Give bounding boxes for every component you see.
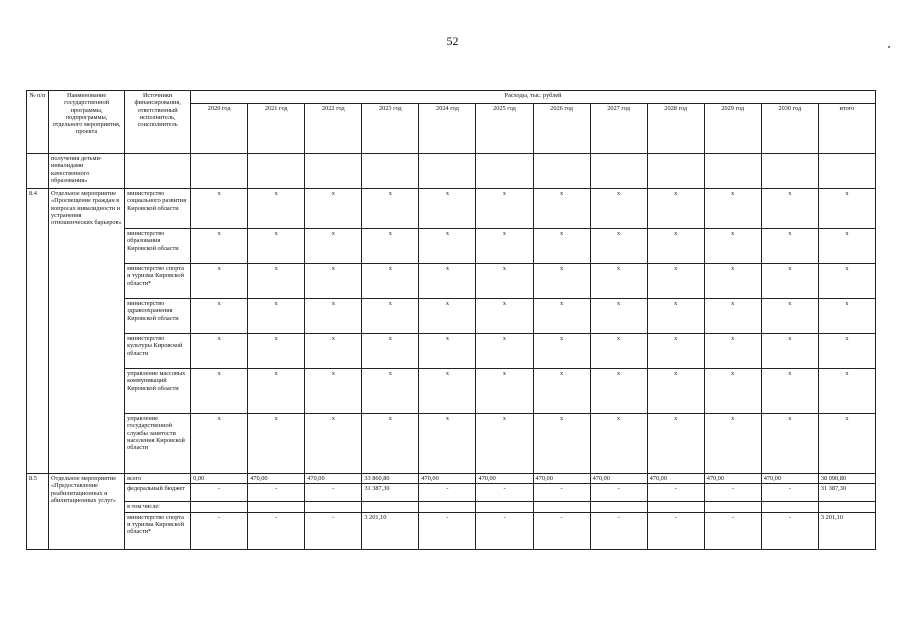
value-cell: x bbox=[248, 229, 305, 264]
header-year: 2028 год bbox=[647, 104, 704, 154]
empty-cell bbox=[761, 154, 818, 189]
empty-cell bbox=[125, 154, 191, 189]
table-row bbox=[27, 299, 876, 334]
value-cell bbox=[191, 502, 248, 512]
value-cell bbox=[647, 502, 704, 512]
value-cell: x bbox=[761, 299, 818, 334]
value-cell: 470,00 bbox=[761, 474, 818, 484]
value-cell: x bbox=[305, 369, 362, 414]
value-cell: x bbox=[818, 334, 875, 369]
value-cell: x bbox=[362, 264, 419, 299]
source-cell: министерство спорта и туризма Кировской области* bbox=[125, 512, 191, 549]
value-cell: x bbox=[476, 414, 533, 474]
value-cell: x bbox=[647, 334, 704, 369]
table-row bbox=[27, 484, 876, 502]
value-cell: x bbox=[647, 369, 704, 414]
value-cell: x bbox=[248, 334, 305, 369]
empty-cell bbox=[476, 154, 533, 189]
value-cell: - bbox=[248, 512, 305, 549]
value-cell: x bbox=[647, 189, 704, 229]
value-cell: x bbox=[818, 369, 875, 414]
scan-dot bbox=[888, 46, 890, 48]
header-year: 2021 год bbox=[248, 104, 305, 154]
value-cell: x bbox=[818, 299, 875, 334]
empty-cell bbox=[248, 154, 305, 189]
value-cell bbox=[305, 502, 362, 512]
value-cell: - bbox=[533, 512, 590, 549]
value-cell: 38 090,80 bbox=[818, 474, 875, 484]
source-cell: управление массовых коммуникаций Кировской области bbox=[125, 369, 191, 414]
value-cell: x bbox=[362, 369, 419, 414]
value-cell: x bbox=[362, 414, 419, 474]
value-cell: 3 201,10 bbox=[818, 512, 875, 549]
value-cell: x bbox=[191, 299, 248, 334]
table-row bbox=[27, 369, 876, 414]
value-cell bbox=[476, 502, 533, 512]
value-cell: x bbox=[191, 414, 248, 474]
source-cell: министерство образования Кировской области bbox=[125, 229, 191, 264]
value-cell: x bbox=[761, 189, 818, 229]
header-year: 2025 год bbox=[476, 104, 533, 154]
header-year: итого bbox=[818, 104, 875, 154]
value-cell: 470,00 bbox=[305, 474, 362, 484]
value-cell: x bbox=[419, 334, 476, 369]
value-cell: - bbox=[305, 512, 362, 549]
page-number: 52 bbox=[446, 34, 459, 48]
value-cell: x bbox=[704, 229, 761, 264]
header-year: 2023 год bbox=[362, 104, 419, 154]
header-expenses: Расходы, тыс. рублей bbox=[191, 91, 876, 104]
empty-cell bbox=[590, 154, 647, 189]
value-cell: x bbox=[704, 299, 761, 334]
value-cell: x bbox=[248, 414, 305, 474]
value-cell: x bbox=[476, 189, 533, 229]
intro-num-cell bbox=[27, 154, 49, 189]
table-row bbox=[27, 474, 876, 484]
value-cell: - bbox=[419, 512, 476, 549]
empty-cell bbox=[362, 154, 419, 189]
empty-cell bbox=[818, 154, 875, 189]
value-cell: x bbox=[590, 264, 647, 299]
value-cell: x bbox=[590, 189, 647, 229]
value-cell: x bbox=[419, 414, 476, 474]
value-cell: 3 201,10 bbox=[362, 512, 419, 549]
section-84-name: Отдельное мероприятие «Просвещение граждан в вопросах инвалидности и устранения отношенческих барьеров» bbox=[49, 189, 125, 474]
empty-cell bbox=[305, 154, 362, 189]
value-cell: x bbox=[704, 369, 761, 414]
value-cell: - bbox=[590, 484, 647, 502]
source-cell: министерство социального развития Кировской области bbox=[125, 189, 191, 229]
table-row bbox=[27, 414, 876, 474]
table-row bbox=[27, 334, 876, 369]
value-cell: - bbox=[590, 512, 647, 549]
value-cell: x bbox=[476, 334, 533, 369]
section-85-name: Отдельное мероприятие «Предоставление реабилитационных и абилитационных услуг» bbox=[49, 474, 125, 550]
value-cell: x bbox=[476, 264, 533, 299]
header-source: Источники финансирования, ответственный исполнитель, соисполнитель bbox=[125, 91, 191, 154]
value-cell bbox=[761, 502, 818, 512]
value-cell: - bbox=[533, 484, 590, 502]
value-cell: x bbox=[647, 264, 704, 299]
value-cell: - bbox=[704, 484, 761, 502]
value-cell: 470,00 bbox=[590, 474, 647, 484]
header-row-1 bbox=[27, 91, 876, 104]
value-cell: x bbox=[818, 229, 875, 264]
value-cell: 470,00 bbox=[533, 474, 590, 484]
value-cell: x bbox=[533, 414, 590, 474]
source-cell: всего bbox=[125, 474, 191, 484]
value-cell: - bbox=[305, 484, 362, 502]
value-cell: x bbox=[419, 369, 476, 414]
value-cell: x bbox=[590, 229, 647, 264]
value-cell bbox=[818, 502, 875, 512]
table-row bbox=[27, 229, 876, 264]
value-cell bbox=[248, 502, 305, 512]
value-cell: x bbox=[248, 264, 305, 299]
value-cell: x bbox=[533, 229, 590, 264]
empty-cell bbox=[704, 154, 761, 189]
value-cell: x bbox=[362, 334, 419, 369]
value-cell: x bbox=[818, 264, 875, 299]
value-cell: x bbox=[476, 299, 533, 334]
value-cell: - bbox=[191, 512, 248, 549]
value-cell: x bbox=[419, 189, 476, 229]
value-cell: x bbox=[419, 229, 476, 264]
header-num: № п/п bbox=[27, 91, 49, 154]
empty-cell bbox=[419, 154, 476, 189]
value-cell: x bbox=[704, 189, 761, 229]
header-year: 2027 год bbox=[590, 104, 647, 154]
empty-cell bbox=[533, 154, 590, 189]
value-cell: x bbox=[305, 189, 362, 229]
value-cell: 31 387,30 bbox=[362, 484, 419, 502]
value-cell: x bbox=[761, 229, 818, 264]
header-name: Наименование государственной программы, подпрограммы, отдельного мероприятия, проекта bbox=[49, 91, 125, 154]
intro-name: получения детьми-инвалидами качественного образования» bbox=[49, 154, 125, 189]
value-cell: x bbox=[305, 334, 362, 369]
value-cell bbox=[704, 502, 761, 512]
value-cell: x bbox=[761, 264, 818, 299]
value-cell: - bbox=[476, 484, 533, 502]
header-year: 2030 год bbox=[761, 104, 818, 154]
value-cell: x bbox=[761, 369, 818, 414]
budget-table bbox=[26, 90, 876, 550]
source-cell: федеральный бюджет bbox=[125, 484, 191, 502]
value-cell: 33 860,80 bbox=[362, 474, 419, 484]
value-cell: x bbox=[533, 189, 590, 229]
source-cell: в том числе: bbox=[125, 502, 191, 512]
value-cell: x bbox=[362, 229, 419, 264]
table-row bbox=[27, 264, 876, 299]
header-year: 2022 год bbox=[305, 104, 362, 154]
value-cell: x bbox=[761, 334, 818, 369]
value-cell: x bbox=[533, 369, 590, 414]
value-cell: x bbox=[362, 299, 419, 334]
value-cell: x bbox=[191, 189, 248, 229]
value-cell bbox=[362, 502, 419, 512]
value-cell: x bbox=[476, 369, 533, 414]
value-cell: x bbox=[191, 334, 248, 369]
value-cell: - bbox=[647, 512, 704, 549]
value-cell: x bbox=[647, 229, 704, 264]
value-cell: 470,00 bbox=[419, 474, 476, 484]
value-cell: x bbox=[590, 369, 647, 414]
value-cell: x bbox=[647, 414, 704, 474]
value-cell: x bbox=[590, 299, 647, 334]
value-cell: - bbox=[761, 512, 818, 549]
value-cell: x bbox=[704, 334, 761, 369]
value-cell: x bbox=[647, 299, 704, 334]
value-cell: - bbox=[476, 512, 533, 549]
source-cell: министерство спорта и туризма Кировской области* bbox=[125, 264, 191, 299]
value-cell: x bbox=[590, 334, 647, 369]
intro-row bbox=[27, 154, 876, 189]
value-cell: x bbox=[818, 414, 875, 474]
value-cell: 470,00 bbox=[248, 474, 305, 484]
value-cell: - bbox=[419, 484, 476, 502]
value-cell: - bbox=[248, 484, 305, 502]
header-year: 2029 год bbox=[704, 104, 761, 154]
value-cell: - bbox=[191, 484, 248, 502]
header-year: 2026 год bbox=[533, 104, 590, 154]
value-cell: x bbox=[419, 299, 476, 334]
value-cell: x bbox=[533, 334, 590, 369]
value-cell bbox=[533, 502, 590, 512]
value-cell: - bbox=[761, 484, 818, 502]
value-cell: x bbox=[248, 299, 305, 334]
value-cell: 31 387,30 bbox=[818, 484, 875, 502]
header-year: 2020 год bbox=[191, 104, 248, 154]
value-cell: x bbox=[590, 414, 647, 474]
value-cell: x bbox=[419, 264, 476, 299]
value-cell: 470,00 bbox=[476, 474, 533, 484]
value-cell: 470,00 bbox=[647, 474, 704, 484]
value-cell: 470,00 bbox=[704, 474, 761, 484]
value-cell: - bbox=[704, 512, 761, 549]
value-cell: x bbox=[305, 414, 362, 474]
value-cell: x bbox=[533, 299, 590, 334]
table-row bbox=[27, 189, 876, 229]
value-cell bbox=[419, 502, 476, 512]
value-cell: x bbox=[191, 369, 248, 414]
empty-cell bbox=[647, 154, 704, 189]
empty-cell bbox=[191, 154, 248, 189]
value-cell: x bbox=[362, 189, 419, 229]
table-row bbox=[27, 512, 876, 549]
value-cell: x bbox=[305, 229, 362, 264]
value-cell: x bbox=[305, 264, 362, 299]
value-cell: x bbox=[191, 229, 248, 264]
header-year: 2024 год bbox=[419, 104, 476, 154]
section-85-num: 8.5 bbox=[27, 474, 49, 550]
value-cell: x bbox=[704, 414, 761, 474]
value-cell: x bbox=[248, 189, 305, 229]
value-cell: x bbox=[476, 229, 533, 264]
value-cell bbox=[590, 502, 647, 512]
value-cell: 0,00 bbox=[191, 474, 248, 484]
source-cell: управление государственной службы занятости населения Кировской области bbox=[125, 414, 191, 474]
value-cell: x bbox=[704, 264, 761, 299]
value-cell: x bbox=[818, 189, 875, 229]
value-cell: x bbox=[533, 264, 590, 299]
table-row bbox=[27, 502, 876, 512]
value-cell: x bbox=[248, 369, 305, 414]
value-cell: - bbox=[647, 484, 704, 502]
source-cell: министерство здравоохранения Кировской области bbox=[125, 299, 191, 334]
value-cell: x bbox=[191, 264, 248, 299]
section-84-num: 8.4 bbox=[27, 189, 49, 474]
value-cell: x bbox=[761, 414, 818, 474]
value-cell: x bbox=[305, 299, 362, 334]
source-cell: министерство культуры Кировской области bbox=[125, 334, 191, 369]
